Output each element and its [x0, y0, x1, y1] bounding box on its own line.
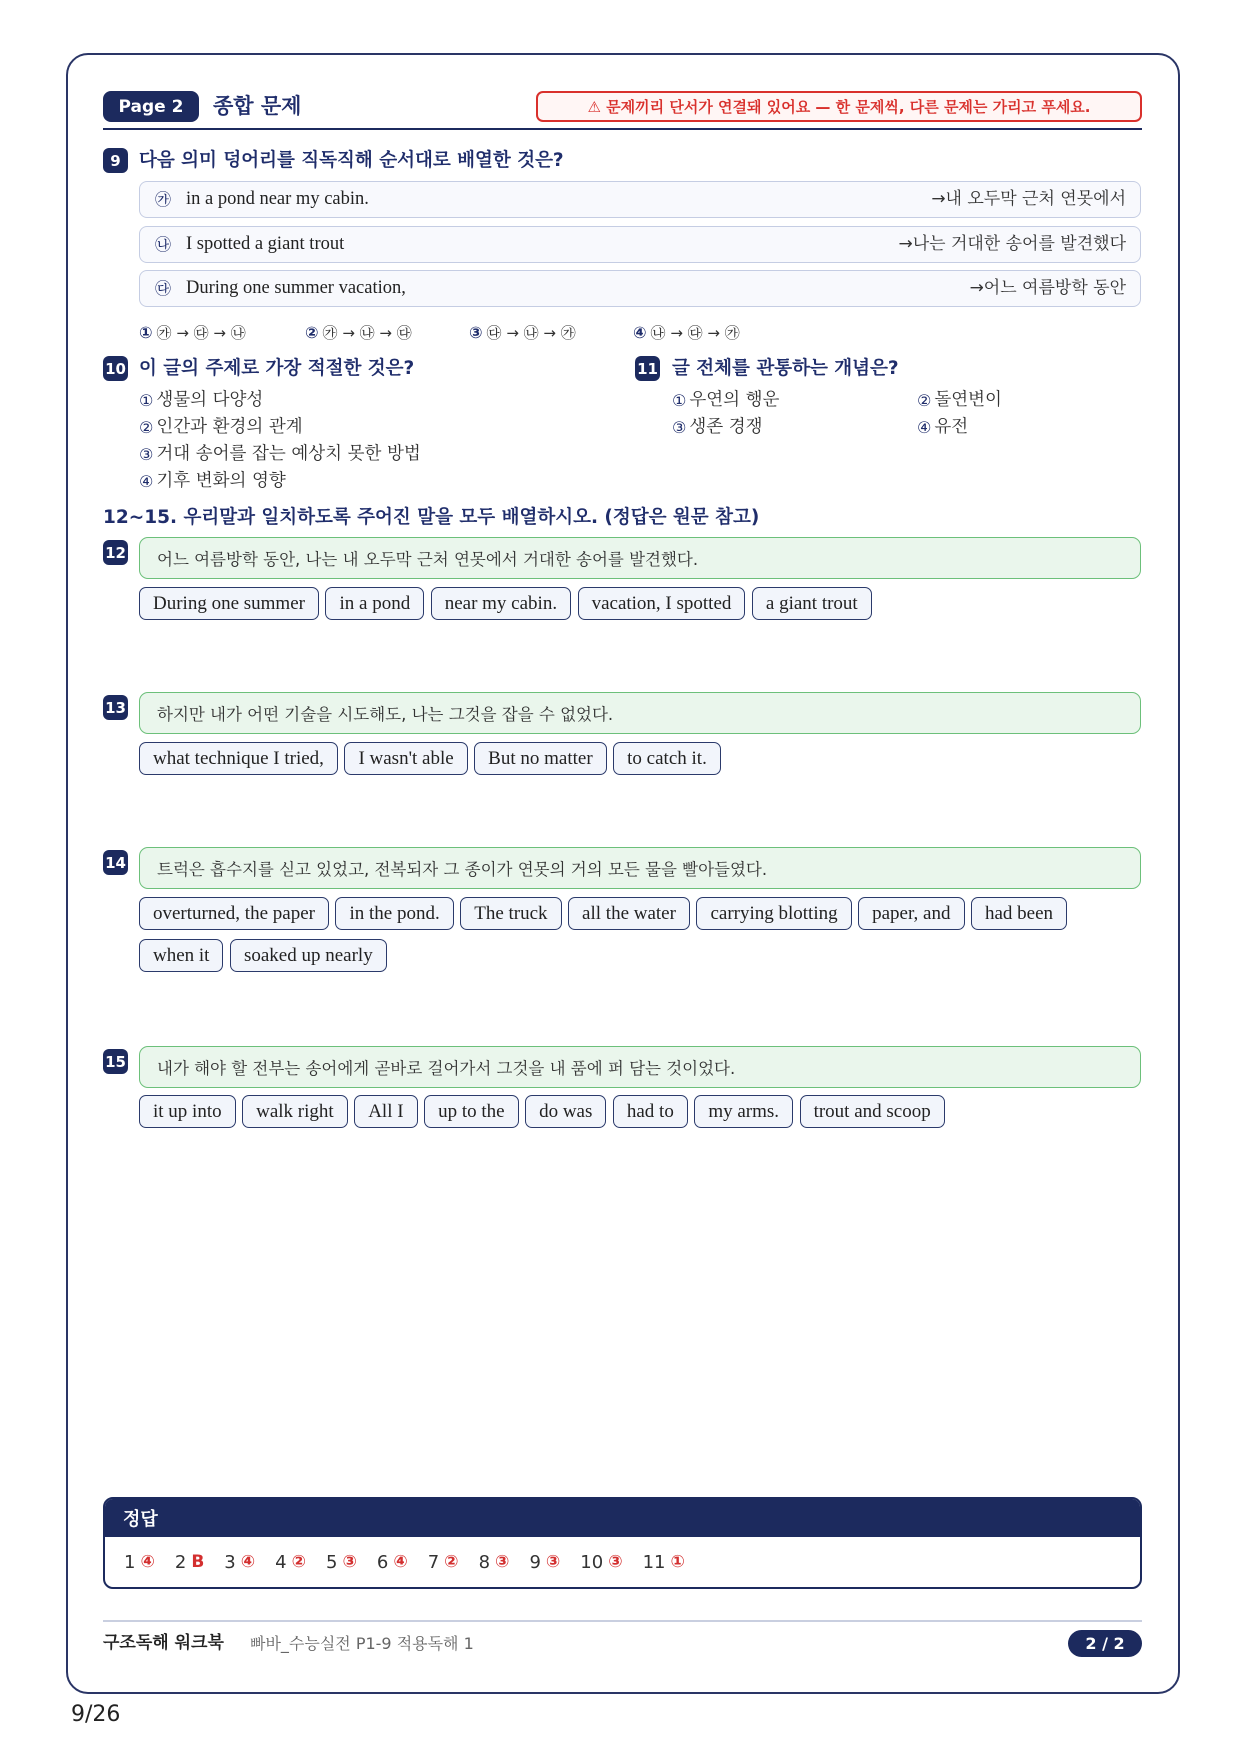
answer-item: [428, 1552, 459, 1573]
word-chip: had been: [971, 897, 1067, 930]
question-number-badge: 10: [103, 356, 128, 381]
answer-value: ④: [240, 1552, 256, 1572]
option-marker: ②: [139, 418, 154, 437]
word-chip: a giant trout: [752, 587, 872, 620]
option-text: 유전: [934, 417, 969, 437]
question-11-title: 글 전체를 관통하는 개념은?: [672, 358, 899, 379]
korean-prompt: 어느 여름방학 동안, 나는 내 오두막 근처 연못에서 거대한 송어를 발견했다.: [157, 550, 699, 569]
option-text: 인간과 환경의 관계: [156, 417, 303, 437]
answer-item: [529, 1552, 560, 1573]
option-text: 기후 변화의 영향: [156, 471, 286, 491]
option: [917, 414, 968, 441]
answer-number: 4: [275, 1551, 287, 1573]
answer-number: 5: [326, 1551, 338, 1573]
answer-number: 2: [174, 1551, 187, 1573]
option-marker: ①: [139, 322, 153, 342]
answer-value: ②: [291, 1552, 306, 1572]
footer-title: 구조독해 워크북: [103, 1633, 224, 1653]
question-9-title: 다음 의미 덩어리를 직독직해 순서대로 배열한 것은?: [139, 150, 564, 171]
answer-number: 3: [224, 1551, 236, 1573]
chunk-korean: →나는 거대한 송어를 발견했다: [898, 234, 1126, 254]
answer-value: ③: [608, 1552, 623, 1572]
word-chip: it up into: [139, 1095, 236, 1128]
option: [139, 387, 263, 414]
answer-item: [377, 1552, 408, 1573]
korean-prompt-box: [139, 692, 1141, 734]
option: [672, 414, 763, 441]
page-label: Page 2: [103, 91, 199, 122]
word-chip: overturned, the paper: [139, 897, 329, 930]
answer-value: ③: [495, 1552, 510, 1572]
answer-item: [224, 1552, 255, 1573]
option-marker: ①: [139, 391, 154, 410]
page-counter: 9/26: [71, 1702, 121, 1727]
option-marker: ②: [917, 391, 932, 410]
option: [139, 414, 303, 441]
word-chip: soaked up nearly: [230, 939, 387, 972]
answer-item: [580, 1552, 622, 1573]
word-chip: walk right: [242, 1095, 348, 1128]
word-chip: vacation, I spotted: [578, 587, 746, 620]
word-chip: in a pond: [325, 587, 424, 620]
option-text: 생존 경쟁: [689, 417, 763, 437]
korean-prompt: 트럭은 흡수지를 싣고 있었고, 전복되자 그 종이가 연못의 거의 모든 물을 빨아들였다.: [157, 860, 768, 879]
option-marker: ③: [672, 418, 687, 437]
chunk-english: in a pond near my cabin.: [186, 189, 369, 209]
answer-number: 11: [642, 1551, 666, 1573]
answer-key-title: 정답: [105, 1499, 1140, 1537]
option-text: ㉯ → ㉰ → ㉮: [650, 323, 740, 342]
chunk-marker: ㉯: [155, 235, 172, 254]
answer-value: ④: [140, 1552, 155, 1572]
word-chip: do was: [525, 1095, 606, 1128]
option: [139, 320, 305, 344]
footer-subtitle: 빠바_수능실전 P1-9 적용독해 1: [250, 1634, 474, 1653]
word-chip: to catch it.: [613, 742, 721, 775]
section-title: 종합 문제: [213, 94, 302, 118]
option: [305, 320, 469, 344]
answer-number: 1: [124, 1551, 136, 1573]
question-number-badge: 14: [103, 850, 128, 875]
option-marker: ④: [139, 472, 154, 491]
option: [139, 441, 421, 468]
word-chip-group: [139, 742, 1142, 775]
answer-key: [103, 1497, 1142, 1589]
option-text: 거대 송어를 잡는 예상치 못한 방법: [156, 444, 421, 464]
answer-value: ①: [670, 1552, 685, 1572]
word-chip-group: [139, 1095, 1142, 1128]
chunk-row: [139, 226, 1141, 263]
answer-value: ③: [545, 1552, 561, 1572]
option-text: 생물의 다양성: [156, 390, 264, 410]
option-marker: ③: [139, 445, 154, 464]
chunk-english: I spotted a giant trout: [186, 234, 345, 254]
answer-number: 9: [529, 1551, 541, 1573]
answer-value: ②: [444, 1552, 459, 1572]
option-text: 우연의 행운: [689, 390, 780, 410]
word-chip: all the water: [568, 897, 690, 930]
chunk-marker: ㉰: [155, 279, 172, 298]
word-chip: The truck: [460, 897, 561, 930]
korean-prompt: 내가 해야 할 전부는 송어에게 곧바로 걸어가서 그것을 내 품에 퍼 담는 것이었다.: [157, 1059, 736, 1078]
chunk-row: [139, 270, 1141, 307]
chunk-row: [139, 181, 1141, 218]
word-chip: when it: [139, 939, 223, 972]
word-chip: had to: [613, 1095, 688, 1128]
option-marker: ④: [633, 322, 647, 342]
korean-prompt-box: [139, 847, 1141, 889]
answer-item: [275, 1552, 306, 1573]
word-chip: All I: [354, 1095, 417, 1128]
answer-list: [105, 1537, 1140, 1587]
answer-item: [175, 1552, 204, 1573]
word-chip: carrying blotting: [696, 897, 851, 930]
answer-item: [124, 1552, 155, 1573]
answer-item: [326, 1552, 357, 1573]
chunk-korean: →어느 여름방학 동안: [969, 278, 1126, 298]
word-chip: near my cabin.: [431, 587, 571, 620]
word-chip: paper, and: [858, 897, 964, 930]
question-number-badge: 9: [103, 148, 128, 173]
option: [917, 387, 1002, 414]
header-divider: [103, 128, 1142, 130]
word-chip-group: [139, 587, 1142, 620]
answer-number: 8: [478, 1551, 491, 1573]
answer-value: ④: [393, 1552, 408, 1572]
arrange-section-heading: 12~15. 우리말과 일치하도록 주어진 말을 모두 배열하시오. (정답은 원문 참고): [103, 507, 760, 528]
footer-page-indicator: 2 / 2: [1068, 1630, 1142, 1657]
option-marker: ②: [305, 322, 319, 342]
option-marker: ④: [917, 418, 932, 437]
word-chip: But no matter: [474, 742, 606, 775]
question-number-badge: 11: [635, 356, 660, 381]
option-marker: ③: [469, 322, 483, 342]
word-chip: what technique I tried,: [139, 742, 338, 775]
chunk-marker: ㉮: [155, 190, 172, 209]
option-text: ㉰ → ㉯ → ㉮: [486, 323, 576, 342]
option-text: ㉮ → ㉯ → ㉰: [322, 323, 412, 342]
word-chip: I wasn't able: [344, 742, 467, 775]
footer-divider: [103, 1620, 1142, 1622]
korean-prompt-box: [139, 1046, 1141, 1088]
option-text: ㉮ → ㉰ → ㉯: [156, 323, 246, 342]
option-text: 돌연변이: [934, 390, 1002, 410]
word-chip: in the pond.: [335, 897, 453, 930]
option: [469, 320, 633, 344]
option: [139, 468, 286, 495]
korean-prompt: 하지만 내가 어떤 기술을 시도해도, 나는 그것을 잡을 수 없었다.: [157, 705, 614, 724]
option-marker: ①: [672, 391, 687, 410]
option: [633, 320, 797, 344]
answer-item: [643, 1552, 685, 1573]
word-chip: up to the: [424, 1095, 519, 1128]
answer-number: 6: [376, 1551, 389, 1573]
question-number-badge: 13: [103, 695, 128, 720]
word-chip: my arms.: [694, 1095, 793, 1128]
word-chip: trout and scoop: [800, 1095, 945, 1128]
question-9-options: [139, 320, 797, 344]
answer-item: [479, 1552, 510, 1573]
question-number-badge: 12: [103, 540, 128, 565]
warning-banner: ⚠ 문제끼리 단서가 연결돼 있어요 — 한 문제씩, 다른 문제는 가리고 푸세요.: [536, 91, 1142, 122]
answer-value: ③: [342, 1552, 357, 1572]
question-number-badge: 15: [103, 1049, 128, 1074]
answer-value: B: [191, 1552, 205, 1572]
korean-prompt-box: [139, 537, 1141, 579]
chunk-english: During one summer vacation,: [186, 278, 406, 298]
option: [672, 387, 779, 414]
answer-number: 7: [427, 1551, 440, 1573]
chunk-korean: →내 오두막 근처 연못에서: [931, 189, 1126, 209]
question-10-title: 이 글의 주제로 가장 적절한 것은?: [139, 358, 415, 379]
word-chip-group: [139, 897, 1142, 972]
word-chip: During one summer: [139, 587, 319, 620]
answer-number: 10: [580, 1551, 604, 1573]
